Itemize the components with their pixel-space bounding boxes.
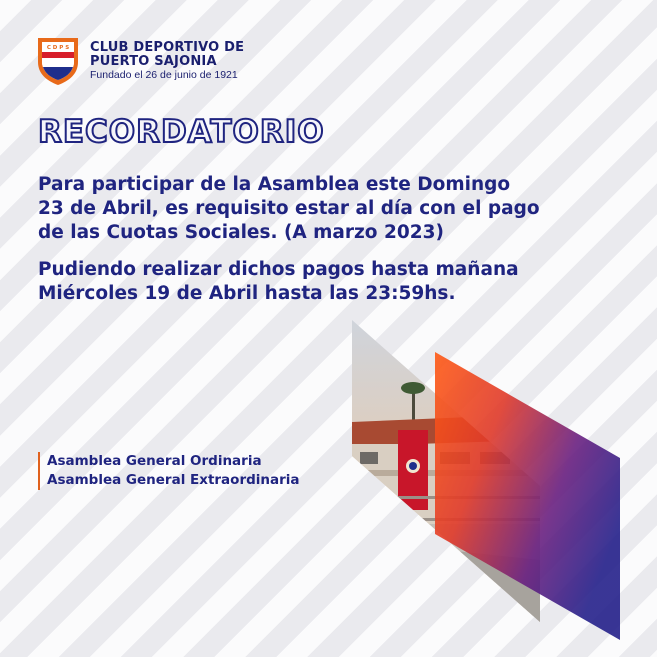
requirement-line3: de las Cuotas Sociales. (A marzo 2023) [38, 222, 444, 243]
requirement-line1: Para participar de la Asamblea este Domingo [38, 174, 511, 195]
crest-lettering: C D P S [46, 45, 70, 51]
club-name-line1: CLUB DEPORTIVO DE [90, 39, 245, 55]
deadline-line2: Miércoles 19 de Abril hasta las 23:59hs. [38, 283, 456, 304]
deadline-line1: Pudiendo realizar dichos pagos hasta mañana [38, 259, 519, 280]
assembly-item-extraordinary: Asamblea General Extraordinaria [47, 472, 300, 488]
club-name-line2: PUERTO SAJONIA [90, 53, 217, 69]
assembly-list [38, 452, 300, 490]
page-title: RECORDATORIO [38, 114, 325, 150]
requirement-line2: 23 de Abril, es requisito estar al día con el pago [38, 198, 540, 219]
assembly-item-ordinary: Asamblea General Ordinaria [47, 453, 262, 469]
club-founded: Fundado el 26 de junio de 1921 [90, 68, 238, 81]
